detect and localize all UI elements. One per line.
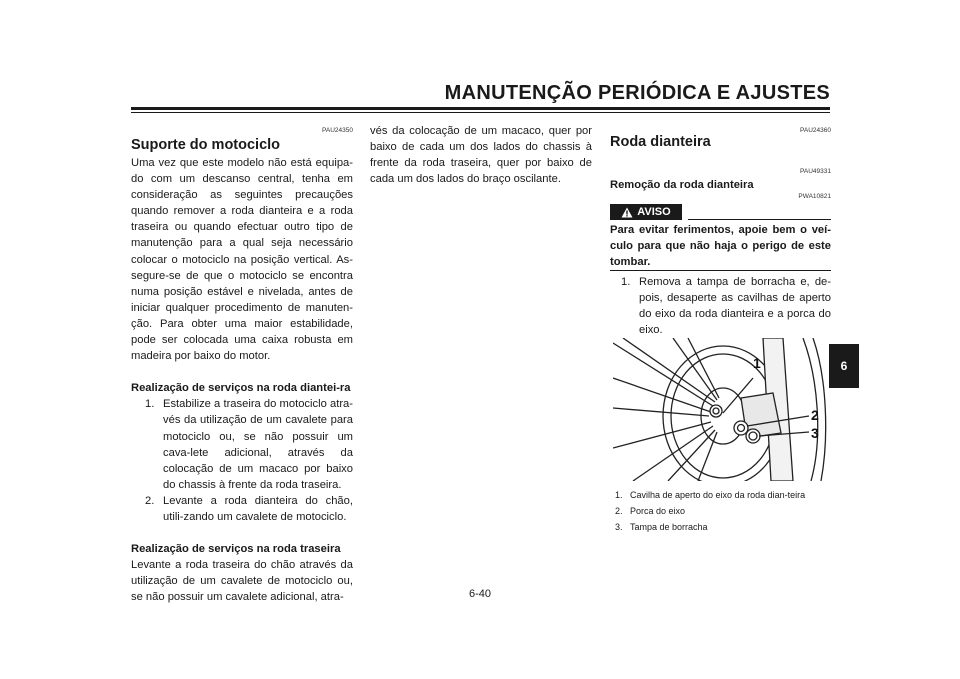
caption-number: 1. xyxy=(615,490,623,500)
warning-end-rule xyxy=(610,270,831,271)
list-item xyxy=(615,505,830,517)
warning-underline xyxy=(688,219,831,220)
front-wheel-service-steps xyxy=(131,396,353,525)
intro-paragraph: Uma vez que este modelo não está equipa-do com um descanso central, tenha em consideração as seguintes precauções quando remover a roda dianteira e a roda traseira ou quando efectuar outro tipo de manutenção para a qual seja necessário colocar o motociclo na posição vertical. As-segure-se de que o motociclo se encontra numa posição estável e nivelada, antes de iniciar qualquer procedimento de manuten-ção. Para obter uma maior estabilidade, pode ser colocada uma caixa robusta em madeira por baixo do motor. xyxy=(131,157,353,363)
front-axle-figure xyxy=(613,338,829,481)
caption-text: Cavilha de aperto do eixo da roda dian-teira xyxy=(630,490,806,500)
list-text: Estabilize a traseira do motociclo atra-vés da utilização de um cavalete para motociclo ou, se não possuir um cava-lete adicional, através da colocação de um macaco por baixo do chassis à frente da roda traseira. xyxy=(163,398,353,491)
front-axle-illustration xyxy=(613,338,829,481)
page-number: 6-40 xyxy=(468,588,492,600)
section-code: PAU24350 xyxy=(322,127,353,134)
list-number: 1. xyxy=(621,276,631,288)
chapter-tab[interactable]: 6 xyxy=(829,344,859,388)
figure-captions xyxy=(615,489,830,533)
section-title-front-wheel: Roda dianteira xyxy=(610,134,711,150)
list-number: 1. xyxy=(145,398,155,411)
list-number: 2. xyxy=(145,494,155,507)
page-header-title: MANUTENÇÃO PERIÓDICA E AJUSTES xyxy=(444,82,830,104)
list-text: Remova a tampa de borracha e, de-pois, desaperte as cavilhas de aperto do eixo da roda dianteira e a porca do eixo. xyxy=(639,276,831,337)
section-code: PAU24360 xyxy=(800,127,831,134)
removal-steps xyxy=(621,274,831,338)
caption-number: 2. xyxy=(615,506,623,516)
list-item xyxy=(145,396,353,493)
header-rule-thin xyxy=(131,112,830,113)
caption-number: 3. xyxy=(615,522,623,532)
warning-text: Para evitar ferimentos, apoie bem o veí-culo para que não haja o perigo de este tombar. xyxy=(610,224,831,269)
list-item xyxy=(621,274,831,338)
caption-text: Porca do eixo xyxy=(630,506,686,516)
list-text: Levante a roda dianteira do chão, utili-zando um cavalete de motociclo. xyxy=(163,494,353,523)
list-item xyxy=(145,493,353,525)
warning-label: AVISO xyxy=(637,206,671,218)
warning-badge xyxy=(610,204,682,220)
rear-wheel-service-title: Realização de serviços na roda traseira xyxy=(131,543,341,556)
column-1 xyxy=(131,155,353,605)
column-2 xyxy=(370,123,592,187)
front-wheel-removal-title: Remoção da roda dianteira xyxy=(610,179,754,191)
subsection-code: PAU49331 xyxy=(800,168,831,175)
warning-triangle-icon xyxy=(621,207,633,218)
header-rule xyxy=(131,107,830,110)
warning-code: PWA10821 xyxy=(798,193,831,200)
list-item xyxy=(615,521,830,533)
figure-label: 1 xyxy=(753,355,761,371)
figure-label: 2 xyxy=(811,407,819,423)
figure-label: 3 xyxy=(811,425,819,441)
rear-wheel-service-text: Levante a roda traseira do chão através da utilização de um cavalete de motociclo ou, se não possuir um cavalete adicional, atra- xyxy=(131,559,353,604)
list-item xyxy=(615,489,830,501)
caption-text: Tampa de borracha xyxy=(630,522,708,532)
front-wheel-service-title: Realização de serviços na roda diantei-ra xyxy=(131,382,351,395)
section-title-support: Suporte do motociclo xyxy=(131,137,281,153)
rear-wheel-service-continued: vés da colocação de um macaco, quer por baixo de cada um dos lados do chassis à frente da roda traseira, quer por baixo de cada um dos lados do braço oscilante. xyxy=(370,125,592,186)
